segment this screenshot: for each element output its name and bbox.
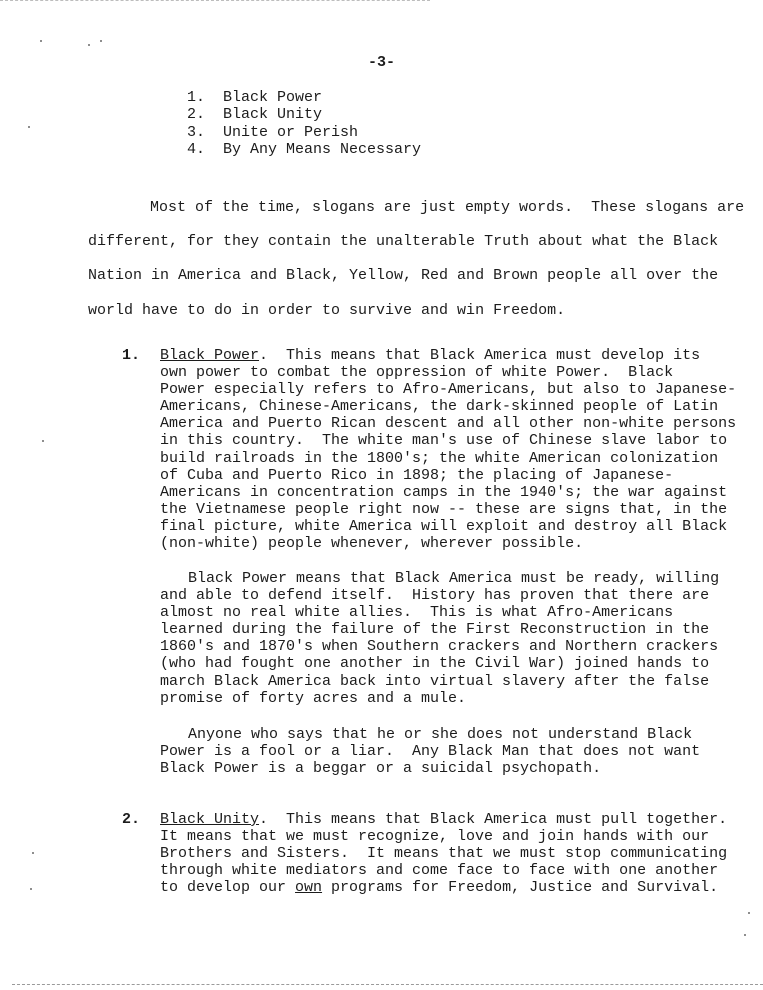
text-line: of Cuba and Puerto Rico in 1898; the placing of Japanese- (160, 466, 674, 484)
text-line: learned during the failure of the First Reconstruction in the (160, 621, 710, 639)
section-2-number: 2. (122, 811, 141, 828)
scan-speck (88, 44, 90, 46)
scan-speck (42, 440, 44, 442)
slogan-text: Black Unity (223, 106, 323, 124)
text-line: Brothers and Sisters. It means that we must stop communicating (160, 845, 728, 863)
page-number: -3- (367, 54, 395, 71)
section-1-heading: Black Power (160, 347, 260, 364)
slogan-text: Unite or Perish (223, 123, 359, 141)
scan-speck (40, 40, 42, 42)
text-line: 1860's and 1870's when Southern crackers and Northern crackers (160, 638, 719, 656)
text-line: in this country. The white man's use of Chinese slave labor to (160, 432, 728, 450)
text-line: world have to do in order to survive and win Freedom. (88, 301, 566, 319)
text-line: and able to defend itself. History has proven that there are (160, 587, 710, 605)
slogan-text: Black Power (223, 89, 323, 106)
text-fragment: to develop our (160, 879, 296, 897)
slogan-text: By Any Means Necessary (223, 140, 422, 158)
scan-speck (32, 852, 34, 854)
text-line: march Black America back into virtual slavery after the false (160, 672, 710, 690)
section-1-heading-rest: . This means that Black America must develop its (259, 347, 701, 364)
text-line: almost no real white allies. This is what Afro-Americans (160, 604, 674, 622)
text-line (160, 347, 760, 364)
slogan-item (187, 141, 421, 158)
intro-paragraph (88, 191, 756, 328)
section-1-paragraph (160, 347, 760, 552)
underlined-word: own (295, 879, 323, 897)
section-1-number: 1. (122, 347, 141, 364)
slogan-number: 4. (187, 140, 206, 158)
text-line (160, 879, 760, 896)
text-line: the Vietnamese people right now -- these are signs that, in the (160, 500, 728, 518)
text-line: Most of the time, slogans are just empty words. These slogans are (150, 199, 745, 216)
scan-speck (28, 126, 30, 128)
scan-speck (100, 40, 102, 42)
text-line: promise of forty acres and a mule. (160, 689, 467, 707)
scan-speck (30, 888, 32, 890)
text-line: Power is a fool or a liar. Any Black Man that does not want (160, 743, 701, 761)
top-scan-edge (0, 0, 430, 1)
text-line: Nation in America and Black, Yellow, Red and Brown people all over the (88, 267, 719, 285)
slogan-number: 1. (187, 89, 206, 106)
text-line: build railroads in the 1800's; the white American colonization (160, 449, 719, 467)
text-line: final picture, white America will exploit and destroy all Black (160, 517, 728, 535)
section-1-paragraph-2 (160, 570, 760, 707)
slogan-number: 2. (187, 106, 206, 124)
section-1-paragraph-3 (160, 726, 760, 777)
text-line: It means that we must recognize, love and join hands with our (160, 828, 710, 846)
text-line: America and Puerto Rican descent and all other non-white persons (160, 415, 737, 433)
text-line: Americans, Chinese-Americans, the dark-skinned people of Latin (160, 398, 719, 416)
text-line: Black Power means that Black America must be ready, willing (188, 570, 720, 587)
text-line: Anyone who says that he or she does not understand Black (188, 726, 693, 743)
section-2-paragraph (160, 811, 760, 896)
section-2-heading-rest: . This means that Black America must pull together. (259, 811, 728, 828)
slogan-item (187, 89, 421, 106)
slogan-item (187, 106, 421, 123)
text-fragment: programs for Freedom, Justice and Survival. (322, 879, 719, 897)
section-2-heading: Black Unity (160, 811, 260, 828)
scan-speck (744, 934, 746, 936)
text-line (160, 811, 760, 828)
text-line: Power especially refers to Afro-Americans, but also to Japanese- (160, 381, 737, 399)
text-line: through white mediators and come face to face with one another (160, 862, 719, 880)
text-line: own power to combat the oppression of white Power. Black (160, 364, 674, 382)
text-line: Americans in concentration camps in the 1940's; the war against (160, 483, 728, 501)
slogan-item (187, 124, 421, 141)
text-line: different, for they contain the unalterable Truth about what the Black (88, 233, 719, 251)
bottom-scan-edge (12, 984, 763, 985)
slogan-list (187, 89, 421, 158)
text-line: (who had fought one another in the Civil War) joined hands to (160, 655, 710, 673)
text-line: Black Power is a beggar or a suicidal psychopath. (160, 760, 602, 778)
slogan-number: 3. (187, 123, 206, 141)
scan-speck (748, 912, 750, 914)
text-line: (non-white) people whenever, wherever possible. (160, 535, 584, 553)
